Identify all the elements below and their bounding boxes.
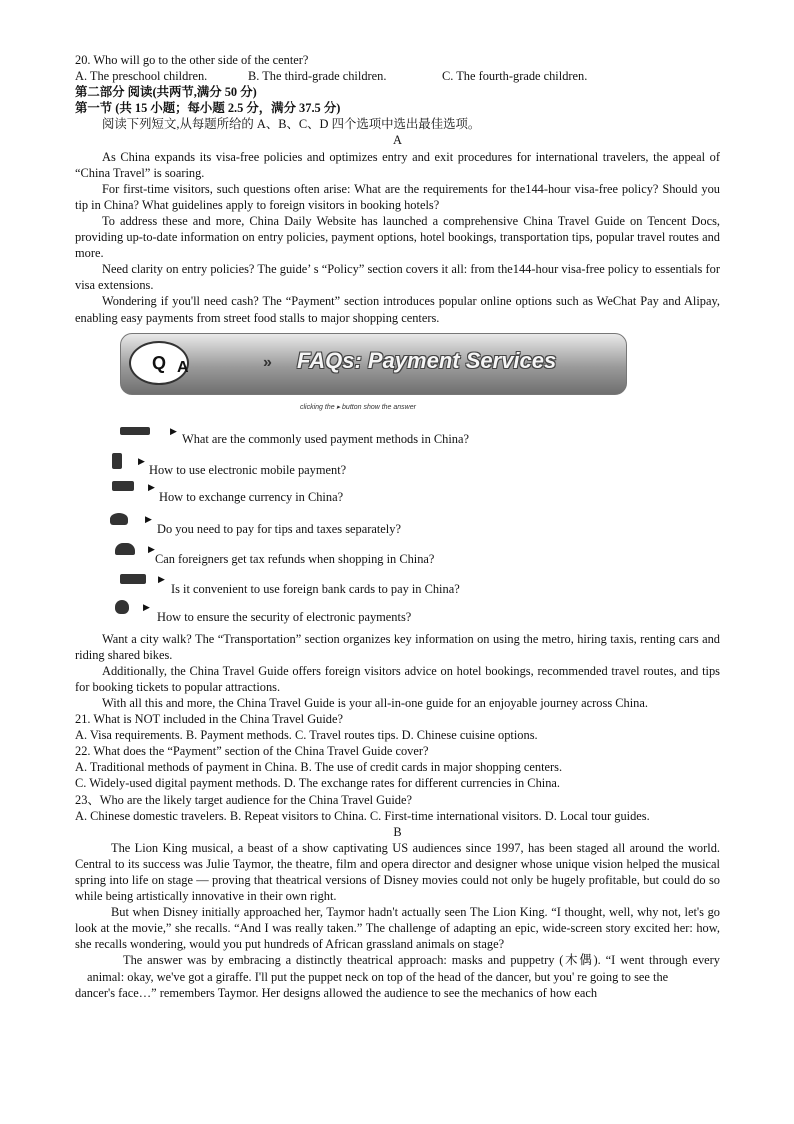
faq-question: How to exchange currency in China? (159, 489, 344, 504)
q20-option-c: C. The fourth-grade children. (442, 69, 588, 84)
exam-page (75, 52, 720, 1001)
passage-b-paragraph: dancer's face…” remembers Taymor. Her designs allowed the audience to see the mechanics of how each (75, 985, 598, 1000)
passage-a-paragraph: Want a city walk? The “Transportation” section organizes key information on using the metro, hiring taxis, renting cars and riding shared bikes. (75, 631, 720, 662)
card-icon (120, 427, 150, 435)
q22-question: 22. What does the “Payment” section of the China Travel Guide cover? (75, 744, 429, 759)
bank-card-icon (120, 574, 146, 584)
play-triangle-icon[interactable]: ▶ (138, 455, 145, 466)
play-triangle-icon[interactable]: ▶ (148, 543, 155, 554)
faq-question: Do you need to pay for tips and taxes separately? (157, 521, 401, 536)
faq-question: What are the commonly used payment methods in China? (182, 431, 469, 446)
instructions: 阅读下列短文,从每题所给的 A、B、C、D 四个选项中选出最佳选项。 (102, 117, 481, 132)
tip-jar-icon (110, 513, 128, 525)
faq-banner-title: FAQs: Payment Services (297, 347, 557, 373)
passage-b-paragraph: But when Disney initially approached her, Taymor hadn't actually seen The Lion King. “I thought, well, why not, let's go look at the movie,” she recalls. “And I was really taken.” The challenge of adapting an epic, wide-screen story excited her: how, she recalls wondering, would you put hundreds of African grassland animals on stage? (75, 905, 720, 952)
faq-banner (115, 329, 628, 425)
passage-b-paragraph: The answer was by embracing a distinctly theatrical approach: masks and puppetry (木偶). “I went through every animal: okay, we've got a giraffe. I'll put the puppet neck on top of the head of the dancer, but you' re going to see the (87, 953, 720, 984)
passage-a-paragraph: Wondering if you'll need cash? The “Payment” section introduces popular online options such as WeChat Pay and Alipay, enabling easy payments from street food stalls to major shopping centers. (75, 294, 720, 325)
q22-options-line1: A. Traditional methods of payment in China. B. The use of credit cards in major shopping centers. (75, 760, 563, 775)
q20-question: 20. Who will go to the other side of the center? (75, 53, 309, 67)
section1-heading: 第一节 (共 15 小题；每小题 2.5 分，满分 37.5 分) (75, 101, 341, 116)
passage-a-paragraph: Additionally, the China Travel Guide offers foreign visitors advice on hotel bookings, recommended travel routes, and tips for booking tickets to popular attractions. (75, 663, 720, 694)
play-triangle-icon[interactable]: ▶ (158, 573, 165, 584)
faq-question: Can foreigners get tax refunds when shopping in China? (155, 551, 435, 566)
passage-a-label: A (393, 133, 402, 148)
play-triangle-icon[interactable]: ▶ (148, 481, 155, 492)
passage-a-paragraph: With all this and more, the China Travel Guide is your all-in-one guide for an enjoyable journey across China. (102, 695, 648, 710)
passage-b-paragraph: The Lion King musical, a beast of a show captivating US audiences since 1997, has been staged all around the world. Central to its success was Julie Taymor, the theatre, film and opera director and designer whose unique vision helped the musical spring into life on stage — proving that theatrical versions of Disney movies could not only be hugely profitable, but could do so while being artistically innovative in their own right. (75, 840, 720, 904)
faq-question: How to use electronic mobile payment? (149, 462, 347, 477)
double-arrow-icon: » (263, 353, 272, 371)
play-triangle-icon[interactable]: ▶ (170, 425, 177, 436)
part2-heading: 第二部分 阅读(共两节,满分 50 分) (75, 85, 257, 100)
currency-exchange-icon (112, 481, 134, 491)
passage-a-paragraph: As China expands its visa-free policies and optimizes entry and exit procedures for international travelers, the appeal of “China Travel” is soaring. (75, 149, 720, 180)
faq-banner-caption: clicking the ▸ button show the answer (300, 403, 416, 411)
q20-option-b: B. The third-grade children. (248, 69, 387, 84)
speech-bubble-icon: Q (129, 341, 189, 385)
q21-question: 21. What is NOT included in the China Travel Guide? (75, 712, 343, 727)
play-triangle-icon[interactable]: ▶ (145, 513, 152, 524)
shopping-bag-icon (115, 543, 135, 555)
faq-list (75, 421, 720, 631)
passage-b-label: B (393, 824, 402, 839)
q23-question: 23、Who are the likely target audience for the China Travel Guide? (75, 792, 412, 807)
passage-a-paragraph: To address these and more, China Daily Website has launched a comprehensive China Travel Guide on Tencent Docs, providing up-to-date information on entry policies, payment options, hotel bookings, transportation tips, popular travel routes and more. (75, 213, 720, 261)
q22-options-line2: C. Widely-used digital payment methods. D. The exchange rates for different currencies in China. (75, 776, 561, 791)
q20-option-a: A. The preschool children. (75, 69, 208, 84)
phone-icon (112, 453, 122, 469)
passage-a-paragraph: Need clarity on entry policies? The guide’ s “Policy” section covers it all: from the144-hour visa-free policy to essentials for visa extensions. (75, 262, 720, 293)
faq-question: How to ensure the security of electronic payments? (157, 609, 412, 624)
q23-options: A. Chinese domestic travelers. B. Repeat visitors to China. C. First-time international visitors. D. Local tour guides. (75, 808, 650, 823)
answer-letter: A (177, 358, 189, 376)
money-bag-icon (115, 600, 129, 614)
q20-options (75, 68, 720, 84)
q21-options: A. Visa requirements. B. Payment methods. C. Travel routes tips. D. Chinese cuisine options. (75, 728, 538, 743)
faq-question: Is it convenient to use foreign bank cards to pay in China? (171, 581, 460, 596)
play-triangle-icon[interactable]: ▶ (143, 601, 150, 612)
passage-a-paragraph: For first-time visitors, such questions often arise: What are the requirements for the144-hour visa-free policy? Should you tip in China? What guidelines apply to foreign visitors in booking hotels? (75, 181, 720, 212)
